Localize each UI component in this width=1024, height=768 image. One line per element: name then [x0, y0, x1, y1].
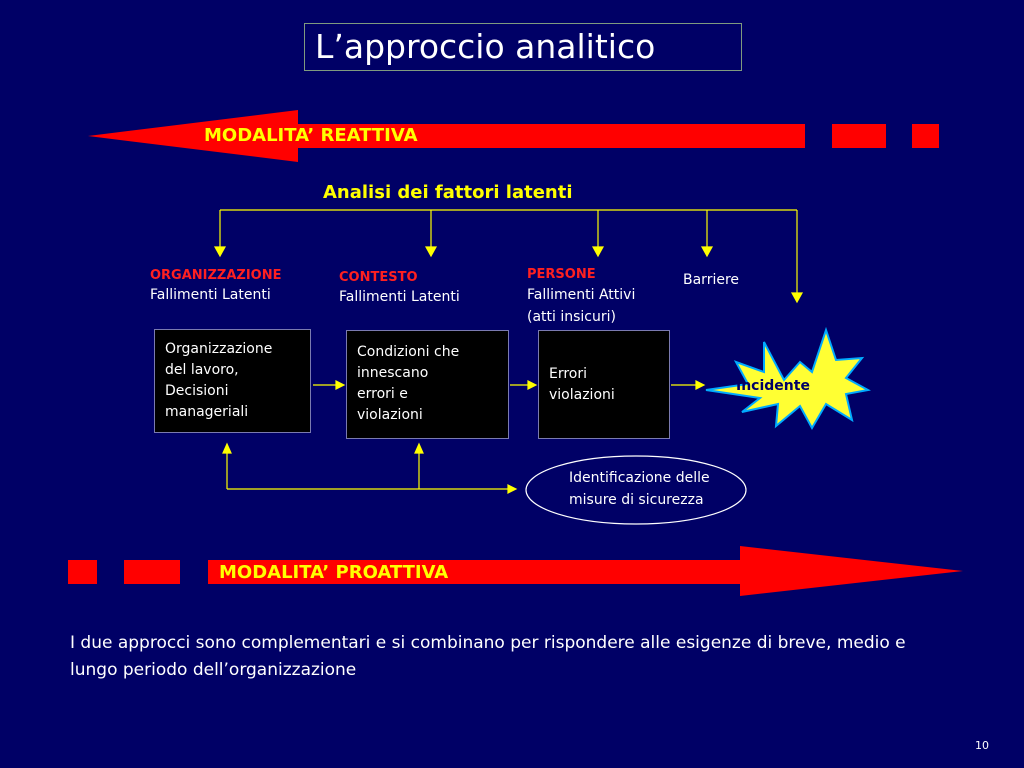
feedback-arrow-to-box2 [415, 444, 423, 453]
category-sub: Fallimenti Latenti [339, 289, 460, 305]
category-sub-2: (atti insicuri) [527, 309, 616, 325]
reactive-dash-1 [832, 124, 886, 148]
category-organizzazione [150, 265, 282, 306]
arrow-to-persone [593, 247, 603, 256]
box-organizzazione-lavoro: Organizzazione del lavoro, Decisioni manageriali [154, 329, 311, 433]
category-sub: Fallimenti Latenti [150, 287, 271, 303]
arrow-to-incidente [792, 293, 802, 302]
incident-label: Incidente [736, 378, 810, 394]
arrow-to-organizzazione [215, 247, 225, 256]
arrow-to-barriere [702, 247, 712, 256]
latent-factors-header: Analisi dei fattori latenti [323, 182, 573, 203]
reactive-dash-2 [912, 124, 939, 148]
page-title: L’approccio analitico [304, 23, 742, 71]
category-name: PERSONE [527, 267, 596, 282]
proactive-dash-1 [68, 560, 97, 584]
feedback-arrow-right [508, 485, 516, 493]
measures-label: Identificazione delle misure di sicurezza [569, 470, 710, 508]
category-sub: Fallimenti Attivi [527, 287, 636, 303]
box-condizioni: Condizioni che innescano errori e violazioni [346, 330, 509, 439]
barriers-label: Barriere [683, 272, 740, 288]
box-errori: Errori violazioni [538, 330, 670, 439]
feedback-arrow-to-box1 [223, 444, 231, 453]
flow-arrow-3 [696, 381, 704, 389]
reactive-arrow [88, 110, 805, 162]
category-name: ORGANIZZAZIONE [150, 268, 282, 283]
category-persone [527, 264, 635, 328]
footer-text: I due approcci sono complementari e si combinano per rispondere alle esigenze di breve, medio e lungo periodo dell’organizzazione [70, 633, 906, 680]
category-contesto [339, 267, 460, 308]
proactive-dash-2 [124, 560, 180, 584]
category-name: CONTESTO [339, 270, 418, 285]
arrow-to-contesto [426, 247, 436, 256]
page-number: 10 [975, 739, 989, 752]
flow-arrow-2 [528, 381, 536, 389]
reactive-mode-label: MODALITA’ REATTIVA [204, 125, 418, 146]
flow-arrow-1 [336, 381, 344, 389]
proactive-mode-label: MODALITA’ PROATTIVA [219, 562, 449, 583]
